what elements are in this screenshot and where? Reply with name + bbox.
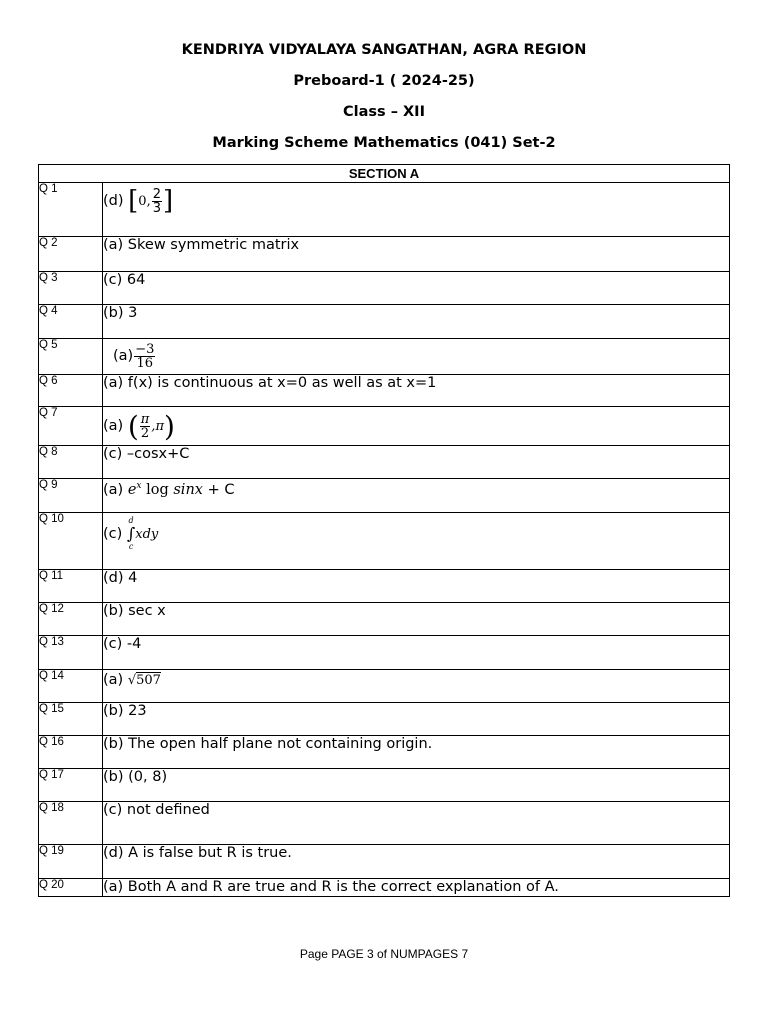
answer-text: (c) –cosx+C — [103, 446, 730, 479]
question-number: Q 12 — [39, 603, 103, 636]
answer-cell — [103, 339, 730, 375]
math-expression: $e^x$ log sinx — [127, 481, 203, 498]
answer-text: (b) 23 — [103, 703, 730, 736]
question-number: Q 3 — [39, 272, 103, 305]
table-row — [39, 703, 730, 736]
answer-text: (c) -4 — [103, 636, 730, 670]
class-title: Class – XII — [343, 104, 425, 120]
table-row — [39, 272, 730, 305]
page-footer: Page PAGE 3 of NUMPAGES 7 — [299, 947, 469, 961]
table-row — [39, 736, 730, 769]
answer-option: (a) — [103, 481, 124, 498]
table-row — [39, 802, 730, 845]
table-row — [39, 183, 730, 237]
math-value: 0 — [138, 193, 147, 209]
table-row — [39, 603, 730, 636]
question-number: Q 17 — [39, 769, 103, 802]
section-heading: SECTION A — [39, 165, 730, 183]
answer-text: (b) (0, 8) — [103, 769, 730, 802]
question-number: Q 19 — [39, 845, 103, 879]
square-root: √507 — [127, 673, 161, 688]
question-number: Q 5 — [39, 339, 103, 375]
answer-text: (b) The open half plane not containing origin. — [103, 736, 730, 769]
answer-option: (a) — [113, 348, 134, 364]
answer-cell — [103, 513, 730, 570]
fraction: $\frac{\pi}{2}$ — [140, 411, 150, 441]
answer-option: (d) — [103, 193, 124, 209]
table-row — [39, 407, 730, 446]
answer-text: (d) 4 — [103, 570, 730, 603]
answer-text: (a) f(x) is continuous at x=0 as well as at x=1 — [103, 375, 730, 407]
table-row — [39, 845, 730, 879]
answer-cell: (d) [ 0 , $\frac{2}{3}$ ] — [103, 183, 730, 237]
question-number: Q 7 — [39, 407, 103, 446]
question-number: Q 20 — [39, 879, 103, 897]
table-row — [39, 339, 730, 375]
answer-text: (d) A is false but R is true. — [103, 845, 730, 879]
table-row — [39, 769, 730, 802]
question-number: Q 14 — [39, 670, 103, 703]
question-number: Q 15 — [39, 703, 103, 736]
question-number: Q 6 — [39, 375, 103, 407]
answer-option: (a) — [103, 672, 124, 688]
exam-title: Preboard-1 ( 2024-25) — [293, 73, 475, 89]
fraction: $\frac{-3}{16}$ — [135, 341, 155, 371]
question-number: Q 4 — [39, 305, 103, 339]
question-number: Q 9 — [39, 479, 103, 513]
question-number: Q 1 — [39, 183, 103, 237]
table-row — [39, 479, 730, 513]
math-value: π — [155, 418, 164, 434]
table-row — [39, 570, 730, 603]
answer-text: (a) Both A and R are true and R is the correct explanation of A. — [103, 879, 730, 897]
answer-option: (c) — [103, 526, 123, 542]
integral-sign: d ∫ c — [126, 516, 136, 551]
table-row — [39, 879, 730, 897]
question-number: Q 13 — [39, 636, 103, 670]
answer-text: (c) not defined — [103, 802, 730, 845]
question-number: Q 8 — [39, 446, 103, 479]
answer-text: (b) sec x — [103, 603, 730, 636]
school-title: KENDRIYA VIDYALAYA SANGATHAN, AGRA REGION — [181, 42, 587, 58]
table-row — [39, 375, 730, 407]
integrand: xdy — [135, 526, 159, 542]
table-row — [39, 237, 730, 272]
answer-cell — [103, 670, 730, 703]
answer-cell: (a) $e^x$ log sinx + C — [103, 479, 730, 513]
fraction: $\frac{2}{3}$ — [152, 186, 161, 216]
question-number: Q 16 — [39, 736, 103, 769]
answer-option: (a) — [103, 418, 124, 434]
answer-text: (b) 3 — [103, 305, 730, 339]
table-row — [39, 305, 730, 339]
table-row — [39, 670, 730, 703]
question-number: Q 2 — [39, 237, 103, 272]
table-row — [39, 636, 730, 670]
answer-text: (c) 64 — [103, 272, 730, 305]
table-row — [39, 513, 730, 570]
question-number: Q 11 — [39, 570, 103, 603]
table-row — [39, 446, 730, 479]
subject-title: Marking Scheme Mathematics (041) Set-2 — [212, 135, 556, 151]
answer-text: (a) Skew symmetric matrix — [103, 237, 730, 272]
question-number: Q 18 — [39, 802, 103, 845]
marking-scheme-table — [38, 164, 730, 897]
answer-cell: (a) ( $\frac{\pi}{2}$ , π ) — [103, 407, 730, 446]
question-number: Q 10 — [39, 513, 103, 570]
